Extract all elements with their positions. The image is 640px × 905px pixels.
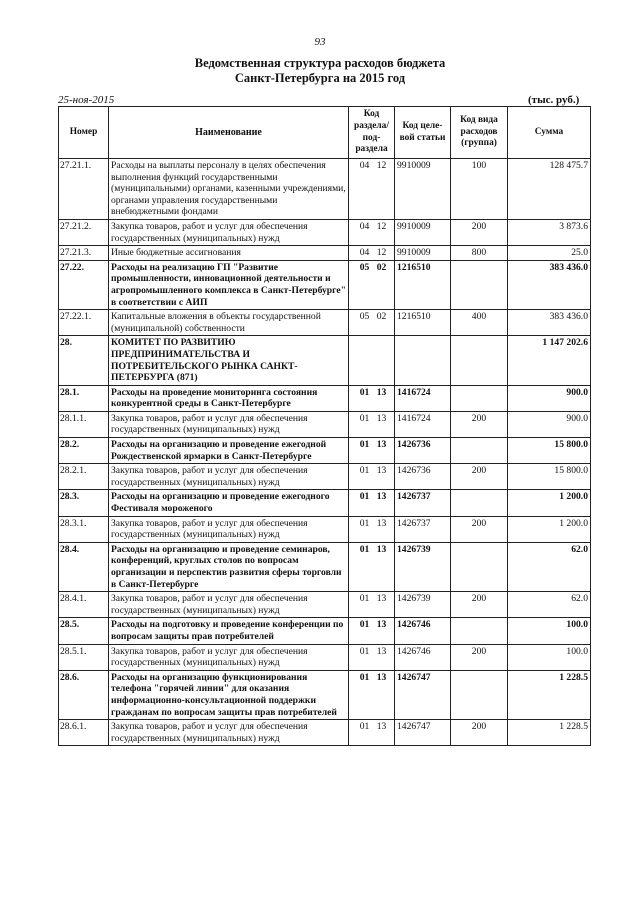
row-number: 28.2.1. <box>59 464 109 490</box>
row-section-code <box>349 542 395 591</box>
row-target-code: 1426746 <box>395 618 451 644</box>
header-name: Наименование <box>109 107 349 159</box>
subsection-code: 13 <box>376 671 387 683</box>
row-expense-type <box>451 670 508 719</box>
row-number: 28.5.1. <box>59 644 109 670</box>
table-row <box>59 618 591 644</box>
table-row <box>59 516 591 542</box>
row-expense-type <box>451 260 508 309</box>
row-target-code: 9910009 <box>395 159 451 220</box>
row-number: 27.21.3. <box>59 246 109 261</box>
row-number: 27.21.2. <box>59 219 109 245</box>
row-name: Капитальные вложения в объекты государственной (муниципальной) собственности <box>109 310 349 336</box>
row-expense-type: 200 <box>451 464 508 490</box>
table-row <box>59 411 591 437</box>
row-target-code: 1426747 <box>395 670 451 719</box>
row-sum: 100.0 <box>508 644 591 670</box>
row-expense-type <box>451 542 508 591</box>
row-number: 28.2. <box>59 438 109 464</box>
table-row <box>59 464 591 490</box>
row-expense-type <box>451 336 508 385</box>
section-code: 05 <box>359 311 370 323</box>
table-row <box>59 310 591 336</box>
table-row <box>59 385 591 411</box>
row-target-code: 1416724 <box>395 385 451 411</box>
row-target-code: 1426737 <box>395 490 451 516</box>
row-section-code <box>349 411 395 437</box>
row-sum: 62.0 <box>508 542 591 591</box>
row-number: 28.3. <box>59 490 109 516</box>
table-row <box>59 720 591 746</box>
row-name: Расходы на проведение мониторинга состояния конкурентной среды в Санкт-Петербурге <box>109 385 349 411</box>
row-section-code <box>349 618 395 644</box>
row-target-code: 1426736 <box>395 464 451 490</box>
header-sum: Сумма <box>508 107 591 159</box>
row-name: Расходы на реализацию ГП "Развитие промышленности, инновационной деятельности и агропромышленного комплекса в Санкт-Петербурге" в соответствии с АИП <box>109 260 349 309</box>
header-expense-type: Код вида расходов (группа) <box>451 107 508 159</box>
row-section-code <box>349 310 395 336</box>
row-sum: 62.0 <box>508 592 591 618</box>
row-name: Расходы на организацию функционирования телефона "горячей линии" для оказания информационно-консультационной поддержки гражданам по вопросам защиты прав потребителей <box>109 670 349 719</box>
subsection-code: 13 <box>376 517 387 529</box>
row-expense-type: 200 <box>451 516 508 542</box>
subsection-code: 13 <box>376 491 387 503</box>
row-expense-type <box>451 490 508 516</box>
row-name: Закупка товаров, работ и услуг для обеспечения государственных (муниципальных) нужд <box>109 411 349 437</box>
row-number: 28.4. <box>59 542 109 591</box>
row-expense-type: 400 <box>451 310 508 336</box>
row-name: Закупка товаров, работ и услуг для обеспечения государственных (муниципальных) нужд <box>109 516 349 542</box>
row-expense-type: 100 <box>451 159 508 220</box>
row-sum: 15 800.0 <box>508 464 591 490</box>
row-section-code <box>349 336 395 385</box>
section-code: 01 <box>359 412 370 424</box>
row-expense-type: 200 <box>451 720 508 746</box>
row-name: Закупка товаров, работ и услуг для обеспечения государственных (муниципальных) нужд <box>109 464 349 490</box>
section-code: 04 <box>359 220 370 232</box>
row-expense-type <box>451 438 508 464</box>
table-row <box>59 644 591 670</box>
table-row <box>59 438 591 464</box>
row-expense-type: 200 <box>451 592 508 618</box>
row-name: Закупка товаров, работ и услуг для обеспечения государственных (муниципальных) нужд <box>109 720 349 746</box>
row-section-code <box>349 159 395 220</box>
section-code: 01 <box>359 465 370 477</box>
subsection-code: 13 <box>376 645 387 657</box>
subsection-code: 13 <box>376 721 387 733</box>
subsection-code: 12 <box>376 220 387 232</box>
table-row <box>59 490 591 516</box>
header-target-code: Код целе-вой статьи <box>395 107 451 159</box>
row-section-code <box>349 592 395 618</box>
section-code: 01 <box>359 645 370 657</box>
row-number: 28.3.1. <box>59 516 109 542</box>
row-number: 28.5. <box>59 618 109 644</box>
row-sum: 25.0 <box>508 246 591 261</box>
row-number: 28.4.1. <box>59 592 109 618</box>
title-line-1: Ведомственная структура расходов бюджета <box>194 56 446 70</box>
subsection-code: 13 <box>376 386 387 398</box>
section-code: 04 <box>359 247 370 259</box>
row-name: Закупка товаров, работ и услуг для обеспечения государственных (муниципальных) нужд <box>109 644 349 670</box>
row-expense-type: 800 <box>451 246 508 261</box>
section-code: 04 <box>359 160 370 171</box>
section-code: 05 <box>359 261 370 273</box>
row-number: 27.22. <box>59 260 109 309</box>
section-code: 01 <box>359 721 370 733</box>
page-number: 93 <box>314 36 326 48</box>
row-number: 28.6.1. <box>59 720 109 746</box>
section-code: 01 <box>359 593 370 605</box>
row-number: 28.1.1. <box>59 411 109 437</box>
row-sum: 128 475.7 <box>508 159 591 220</box>
title-line-2: Санкт-Петербурга на 2015 год <box>234 71 406 85</box>
section-code: 01 <box>359 517 370 529</box>
row-name: Расходы на организацию и проведение ежегодной Рождественской ярмарки в Санкт-Петербурге <box>109 438 349 464</box>
row-expense-type: 200 <box>451 411 508 437</box>
subsection-code: 13 <box>376 465 387 477</box>
row-sum: 3 873.6 <box>508 219 591 245</box>
row-sum: 15 800.0 <box>508 438 591 464</box>
row-expense-type <box>451 618 508 644</box>
row-sum: 900.0 <box>508 385 591 411</box>
table-row <box>59 246 591 261</box>
section-code: 01 <box>359 671 370 683</box>
header-section-code: Код раздела/ под-раздела <box>349 107 395 159</box>
row-section-code <box>349 490 395 516</box>
row-sum: 383 436.0 <box>508 310 591 336</box>
row-name: Закупка товаров, работ и услуг для обеспечения государственных (муниципальных) нужд <box>109 592 349 618</box>
row-sum: 1 147 202.6 <box>508 336 591 385</box>
row-target-code: 1416724 <box>395 411 451 437</box>
row-section-code <box>349 385 395 411</box>
row-target-code: 1426736 <box>395 438 451 464</box>
subsection-code: 12 <box>376 160 387 171</box>
table-row <box>59 592 591 618</box>
row-section-code <box>349 516 395 542</box>
row-sum: 1 228.5 <box>508 720 591 746</box>
table-row <box>59 260 591 309</box>
row-target-code: 1426737 <box>395 516 451 542</box>
row-target-code: 1426739 <box>395 542 451 591</box>
table-row <box>59 336 591 385</box>
row-target-code: 1426746 <box>395 644 451 670</box>
row-sum: 100.0 <box>508 618 591 644</box>
row-name: Расходы на организацию и проведение ежегодного Фестиваля мороженого <box>109 490 349 516</box>
row-target-code: 1216510 <box>395 310 451 336</box>
header-number: Номер <box>59 107 109 159</box>
table-row <box>59 159 591 220</box>
row-name: Закупка товаров, работ и услуг для обеспечения государственных (муниципальных) нужд <box>109 219 349 245</box>
budget-table <box>58 106 591 746</box>
section-code: 01 <box>359 439 370 451</box>
subsection-code: 12 <box>376 247 387 259</box>
row-section-code <box>349 246 395 261</box>
row-target-code: 1426739 <box>395 592 451 618</box>
row-target-code: 9910009 <box>395 246 451 261</box>
document-title <box>0 56 640 86</box>
subsection-code: 13 <box>376 619 387 631</box>
subsection-code: 13 <box>376 439 387 451</box>
units-label: (тыс. руб.) <box>528 94 580 106</box>
row-expense-type: 200 <box>451 644 508 670</box>
table-row <box>59 219 591 245</box>
row-section-code <box>349 438 395 464</box>
row-sum: 1 200.0 <box>508 516 591 542</box>
row-section-code <box>349 670 395 719</box>
row-target-code: 1216510 <box>395 260 451 309</box>
subsection-code: 02 <box>376 261 387 273</box>
subsection-code: 13 <box>376 593 387 605</box>
row-name: Иные бюджетные ассигнования <box>109 246 349 261</box>
row-number: 27.21.1. <box>59 159 109 220</box>
row-section-code <box>349 260 395 309</box>
table-row <box>59 542 591 591</box>
row-expense-type <box>451 385 508 411</box>
row-section-code <box>349 720 395 746</box>
row-target-code: 9910009 <box>395 219 451 245</box>
row-target-code <box>395 336 451 385</box>
row-number: 28.6. <box>59 670 109 719</box>
section-code: 01 <box>359 386 370 398</box>
row-target-code: 1426747 <box>395 720 451 746</box>
row-number: 28.1. <box>59 385 109 411</box>
subsection-code: 13 <box>376 412 387 424</box>
row-name: Расходы на подготовку и проведение конференции по вопросам защиты прав потребителей <box>109 618 349 644</box>
document-date: 25-ноя-2015 <box>58 94 115 106</box>
subsection-code: 02 <box>376 311 387 323</box>
row-section-code <box>349 464 395 490</box>
section-code: 01 <box>359 491 370 503</box>
row-sum: 383 436.0 <box>508 260 591 309</box>
row-section-code <box>349 644 395 670</box>
section-code: 01 <box>359 543 370 555</box>
row-name: Расходы на выплаты персоналу в целях обеспечения выполнения функций государственными (муниципальными) органами, казенными учреждениями, органами управления государственными внебюджетными фондами <box>109 159 349 220</box>
row-name: Расходы на организацию и проведение семинаров, конференций, круглых столов по вопросам организации и перспектив развития сферы торговли в Санкт-Петербурге <box>109 542 349 591</box>
row-number: 28. <box>59 336 109 385</box>
row-section-code <box>349 219 395 245</box>
table-row <box>59 670 591 719</box>
row-number: 27.22.1. <box>59 310 109 336</box>
row-sum: 1 200.0 <box>508 490 591 516</box>
row-name: КОМИТЕТ ПО РАЗВИТИЮ ПРЕДПРИНИМАТЕЛЬСТВА И ПОТРЕБИТЕЛЬСКОГО РЫНКА САНКТ-ПЕТЕРБУРГА (871) <box>109 336 349 385</box>
section-code: 01 <box>359 619 370 631</box>
row-sum: 900.0 <box>508 411 591 437</box>
row-sum: 1 228.5 <box>508 670 591 719</box>
subsection-code: 13 <box>376 543 387 555</box>
row-expense-type: 200 <box>451 219 508 245</box>
